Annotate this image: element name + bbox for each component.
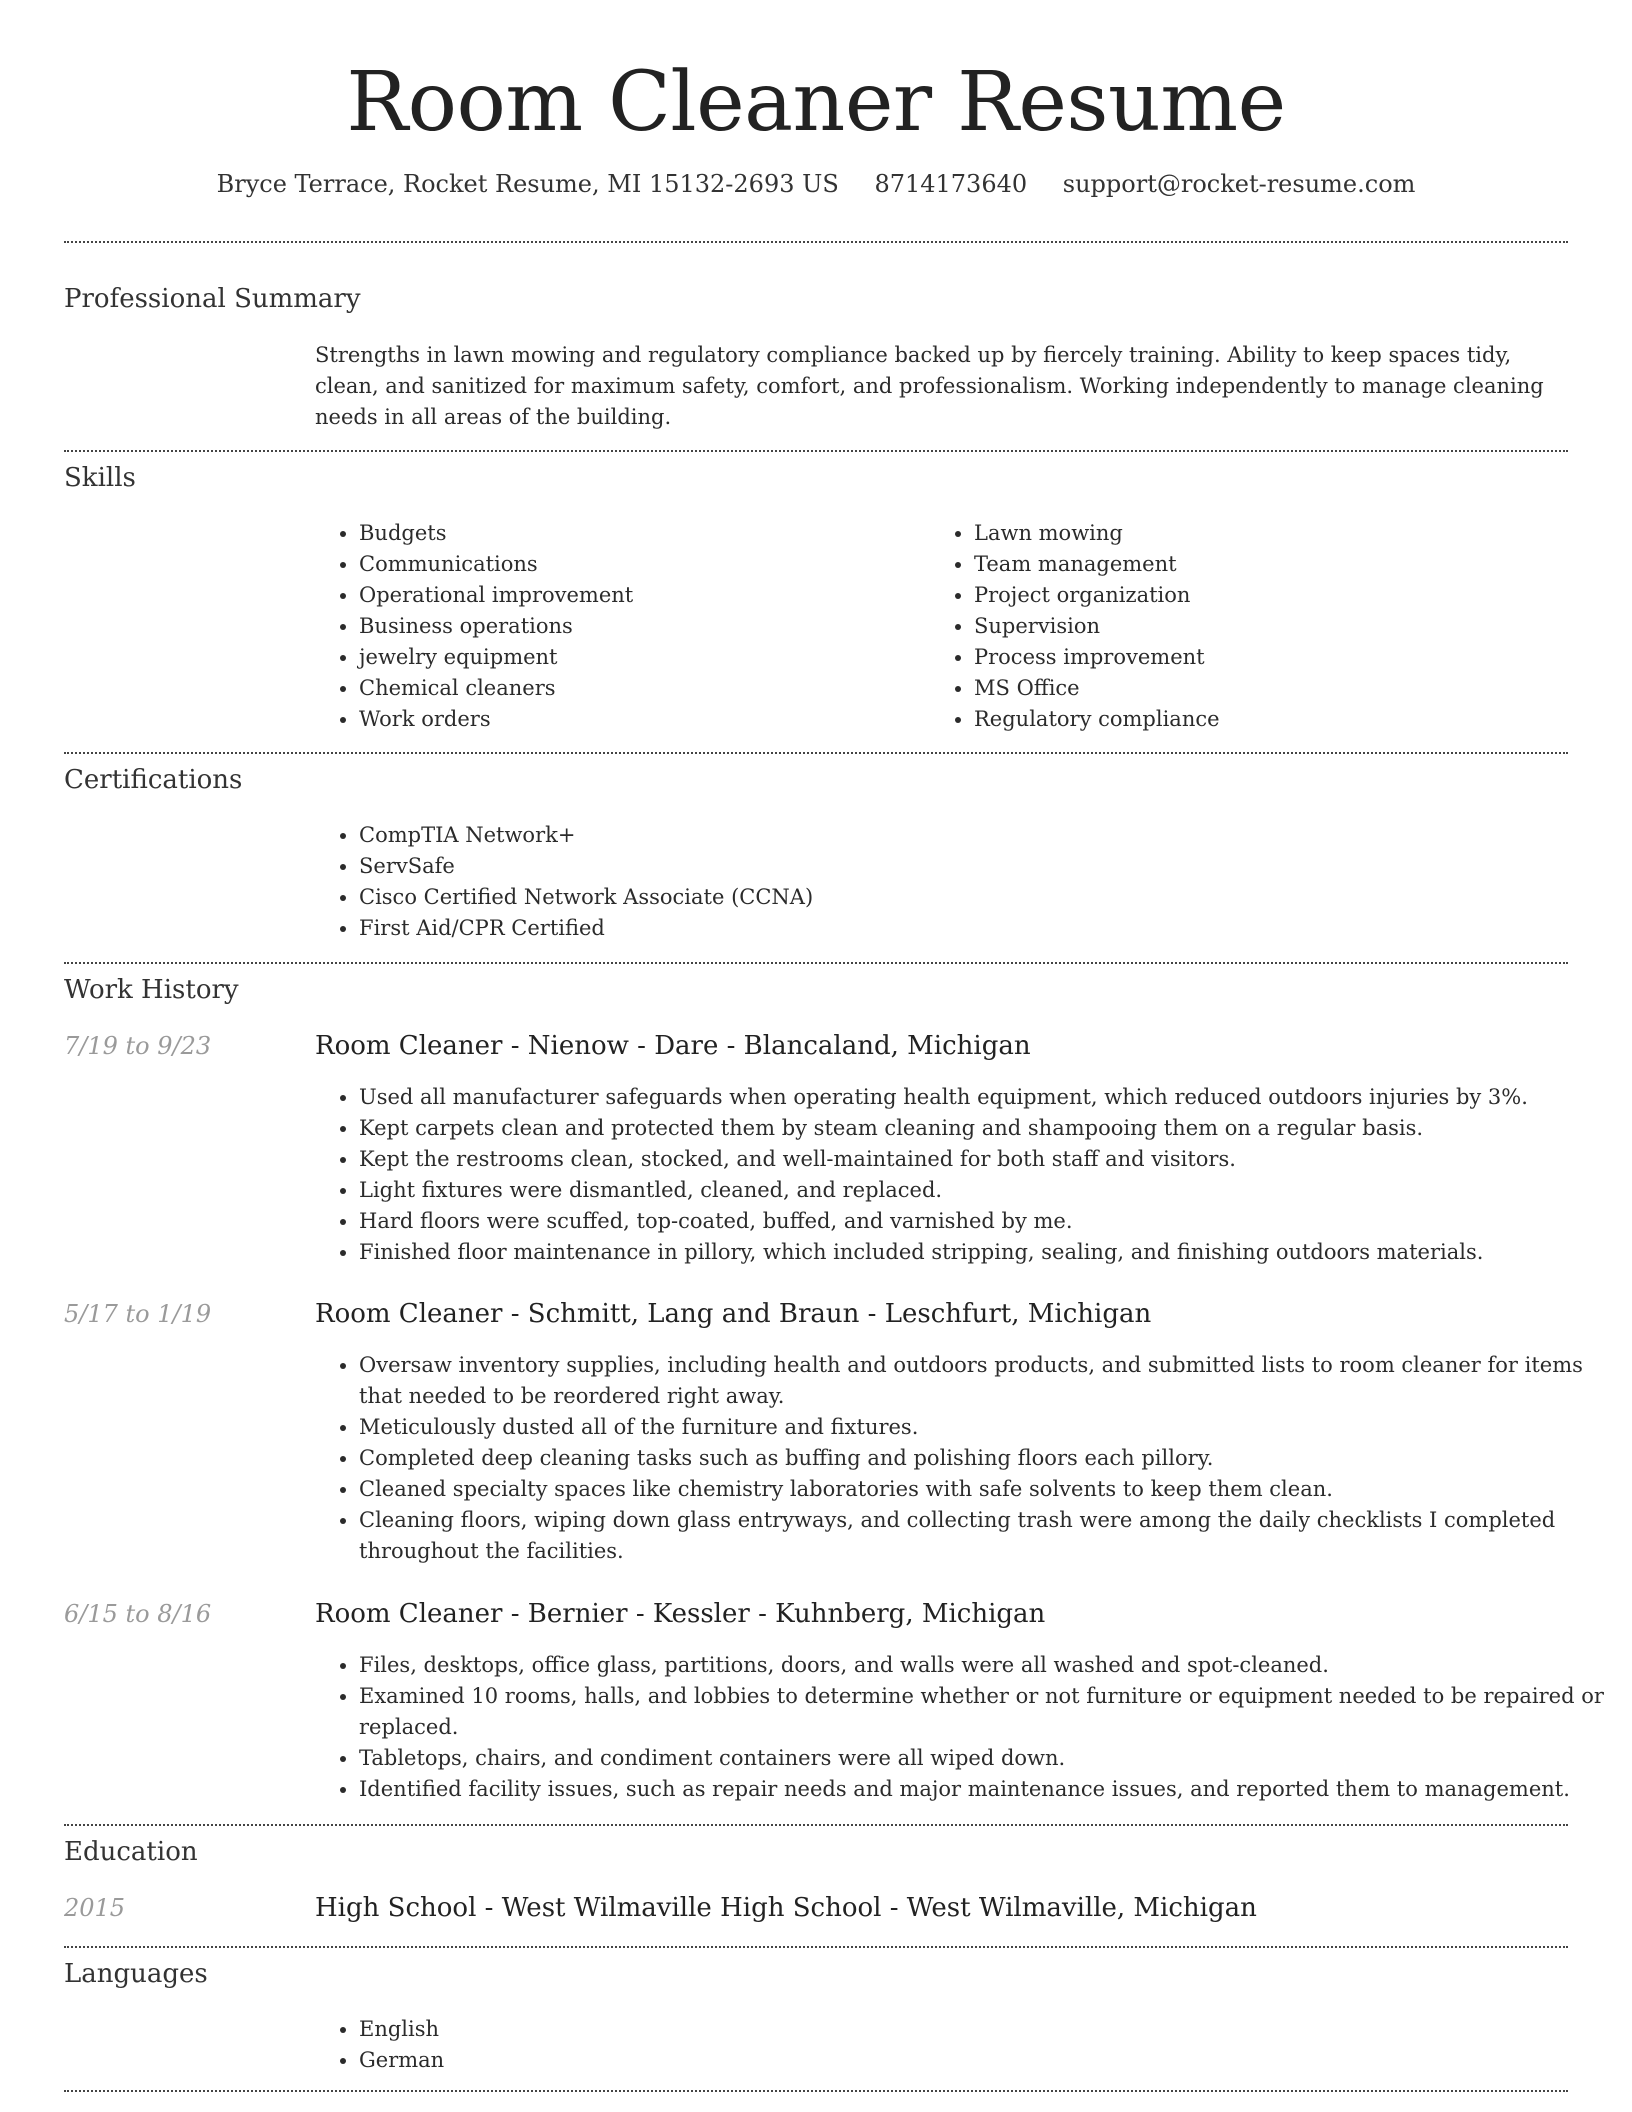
skill-item: • Business operations (359, 611, 919, 642)
job-dates: 7/19 to 9/23 (64, 1032, 212, 1060)
certifications-heading: Certifications (64, 765, 243, 795)
section-divider (64, 1824, 1568, 1826)
skill-item: • jewelry equipment (359, 642, 919, 673)
job-bullet: • Oversaw inventory supplies, including health and outdoors products, and submitted lists to room cleaner for items that needed to be reordered right away. (359, 1350, 1609, 1412)
skill-item: • Team management (974, 549, 1574, 580)
job-bullet: • Kept carpets clean and protected them by steam cleaning and shampooing them on a regular basis. (359, 1113, 1609, 1144)
job-title: Room Cleaner - Schmitt, Lang and Braun - Leschfurt, Michigan (315, 1299, 1152, 1329)
certification-item: • Cisco Certified Network Associate (CCNA) (359, 882, 1559, 913)
resume-title: Room Cleaner Resume (346, 55, 1286, 150)
section-divider (64, 962, 1568, 964)
job-bullet: • Meticulously dusted all of the furniture and fixtures. (359, 1412, 1609, 1443)
skills-heading: Skills (64, 463, 136, 493)
language-item: • German (359, 2045, 959, 2076)
skill-item: • Work orders (359, 704, 919, 735)
job-title: Room Cleaner - Bernier - Kessler - Kuhnberg, Michigan (315, 1599, 1046, 1629)
job-bullet: • Completed deep cleaning tasks such as buffing and polishing floors each pillory. (359, 1443, 1609, 1474)
work-history-heading: Work History (64, 975, 239, 1005)
summary-text: Strengths in lawn mowing and regulatory compliance backed up by fiercely training. Ability to keep spaces tidy, clean, and sanitized for maximum safety, comfort, and professionalism. Working independently to manage cleaning needs in all areas of the building. (315, 343, 1544, 429)
skill-item: • Supervision (974, 611, 1574, 642)
certification-item: • First Aid/CPR Certified (359, 913, 1559, 944)
job-dates: 6/15 to 8/16 (64, 1600, 212, 1628)
job-bullet: • Hard floors were scuffed, top-coated, buffed, and varnished by me. (359, 1206, 1609, 1237)
languages-list (315, 2014, 959, 2076)
job-bullet: • Light fixtures were dismantled, cleaned, and replaced. (359, 1175, 1609, 1206)
contact-phone: 8714173640 (874, 170, 1028, 198)
job-bullets (315, 1350, 1609, 1567)
job-bullet: • Examined 10 rooms, halls, and lobbies to determine whether or not furniture or equipment needed to be repaired or replaced. (359, 1681, 1609, 1743)
skill-item: • Budgets (359, 518, 919, 549)
job-title: Room Cleaner - Nienow - Dare - Blancaland, Michigan (315, 1031, 1031, 1061)
skills-list-left (315, 518, 919, 735)
certification-item: • ServSafe (359, 851, 1559, 882)
job-bullet: • Kept the restrooms clean, stocked, and well-maintained for both staff and visitors. (359, 1144, 1609, 1175)
education-degree: High School - West Wilmaville High School - West Wilmaville, Michigan (315, 1893, 1257, 1923)
skill-item: • Communications (359, 549, 919, 580)
skill-item: • Operational improvement (359, 580, 919, 611)
skill-item: • Lawn mowing (974, 518, 1574, 549)
language-item: • English (359, 2014, 959, 2045)
job-dates: 5/17 to 1/19 (64, 1300, 212, 1328)
contact-email: support@rocket-resume.com (1062, 170, 1416, 198)
certifications-list (315, 820, 1559, 944)
skill-item: • Regulatory compliance (974, 704, 1574, 735)
job-bullet: • Cleaned specialty spaces like chemistry laboratories with safe solvents to keep them clean. (359, 1474, 1609, 1505)
education-heading: Education (64, 1837, 198, 1867)
job-bullets (315, 1082, 1609, 1268)
job-bullet: • Identified facility issues, such as repair needs and major maintenance issues, and reported them to management. (359, 1774, 1609, 1805)
job-bullet: • Used all manufacturer safeguards when operating health equipment, which reduced outdoors injuries by 3%. (359, 1082, 1609, 1113)
skill-item: • Process improvement (974, 642, 1574, 673)
certification-item: • CompTIA Network+ (359, 820, 1559, 851)
contact-address: Bryce Terrace, Rocket Resume, MI 15132-2693 US (216, 170, 839, 198)
section-divider (64, 752, 1568, 754)
skill-item: • Project organization (974, 580, 1574, 611)
languages-heading: Languages (64, 1959, 208, 1989)
skill-item: • Chemical cleaners (359, 673, 919, 704)
job-bullet: • Cleaning floors, wiping down glass entryways, and collecting trash were among the daily checklists I completed throughout the facilities. (359, 1505, 1609, 1567)
job-bullet: • Tabletops, chairs, and condiment containers were all wiped down. (359, 1743, 1609, 1774)
section-divider (64, 1946, 1568, 1948)
section-divider (64, 450, 1568, 452)
section-divider (64, 2090, 1568, 2092)
contact-line (0, 170, 1632, 198)
job-bullet: • Files, desktops, office glass, partitions, doors, and walls were all washed and spot-cleaned. (359, 1650, 1609, 1681)
summary-heading: Professional Summary (64, 284, 361, 314)
education-year: 2015 (64, 1894, 126, 1922)
section-divider (64, 241, 1568, 243)
skill-item: • MS Office (974, 673, 1574, 704)
job-bullet: • Finished floor maintenance in pillory, which included stripping, sealing, and finishing outdoors materials. (359, 1237, 1609, 1268)
job-bullets (315, 1650, 1609, 1805)
skills-list-right (930, 518, 1574, 735)
